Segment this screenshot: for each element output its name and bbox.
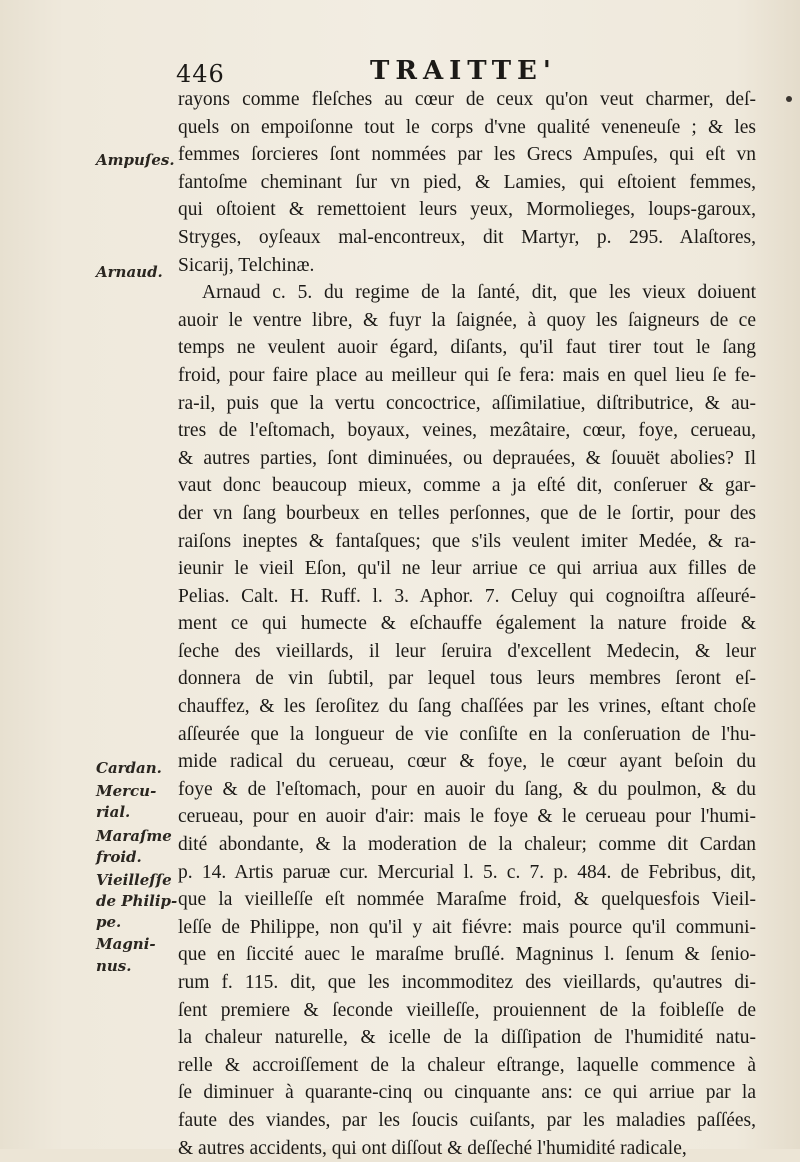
margin-note-mercurial-2: rial. — [96, 803, 131, 821]
text-line: leſſe de Philippe, non qu'il y ait fiévre: mais pource qu'il communi- — [178, 916, 756, 938]
text-line: femmes ſorcieres ſont nommées par les Grecs Ampuſes, qui eſt vn — [178, 144, 756, 166]
text-line: froid, pour faire place au meilleur qui ſe fera: mais en quel lieu ſe fe- — [178, 364, 756, 386]
text-line: p. 14. Artis paruæ cur. Mercurial l. 5. c. 7. p. 484. de Febribus, dit, — [178, 861, 756, 883]
text-line: auoir le ventre libre, & fuyr la ſaignée, à quoy les ſaigneurs de ce — [178, 309, 756, 331]
body-text — [178, 86, 756, 1162]
text-line: ſeche des vieillards, il leur ſeruira d'excellent Medecin, & leur — [178, 640, 756, 662]
text-line: relle & accroiſſement de la chaleur eſtrange, laquelle commence à — [178, 1054, 756, 1076]
ink-spot — [786, 96, 792, 102]
text-line: cerueau, pour en auoir d'air: mais le foye & le cerueau pour l'humi- — [178, 806, 756, 828]
margin-note-marasme: Maraſme — [96, 827, 172, 845]
running-title: TRAITTE' — [370, 56, 557, 86]
text-line: donnera de vin ſubtil, par lequel tous leurs membres ſeront eſ- — [178, 668, 756, 690]
text-line: ſent premiere & ſeconde vieilleſſe, prouiennent de la foibleſſe de — [178, 999, 756, 1021]
text-line: rayons comme fleſches au cœur de ceux qu'on veut charmer, deſ- — [178, 89, 756, 110]
page-number: 446 — [176, 60, 225, 88]
text-line: Pelias. Calt. H. Ruff. l. 3. Aphor. 7. Celuy qui cognoiſtra aſſeuré- — [178, 585, 756, 607]
margin-note-vieillesse: Vieilleſſe — [96, 871, 172, 889]
text-line: ra-il, puis que la vertu concoctrice, aſſimilatiue, diſtributrice, & au- — [178, 392, 756, 414]
text-line: Sicarij, Telchinæ. — [178, 254, 315, 276]
text-line: Stryges, oyſeaux mal-encontreux, dit Martyr, p. 295. Alaſtores, — [178, 226, 756, 248]
text-line: foye & de l'eſtomach, pour en auoir du ſang, & du poulmon, & du — [178, 778, 756, 800]
text-line: & autres parties, ſont diminuées, ou deprauées, & ſouuët abolies? Il — [178, 447, 756, 469]
text-line: ieunir le vieil Eſon, qu'il ne leur arriue ce qui arriua aux filles de — [178, 558, 756, 580]
text-line: temps ne veulent auoir égard, diſants, qu'il faut tirer tout le ſang — [178, 337, 756, 359]
text-line: chauffez, & les ſeroſitez du ſang chaſſées par les vrines, eſtant choſe — [178, 696, 756, 718]
text-line: rum f. 115. dit, que les incommoditez des vieillards, qu'autres di- — [178, 972, 756, 993]
text-line: qui oſtoient & remettoient leurs yeux, Mormolieges, loups-garoux, — [178, 199, 756, 221]
text-line: la chaleur naturelle, & icelle de la diſſipation de l'humidité natu- — [178, 1027, 756, 1049]
margin-note-magninus: Magni- — [96, 935, 156, 953]
margin-note-mercurial: Mercu- — [96, 782, 157, 800]
text-line: Arnaud c. 5. du regime de la ſanté, dit, que les vieux doiuent — [202, 282, 756, 304]
margin-note-marasme-2: froid. — [96, 848, 142, 866]
margin-note-cardan: Cardan. — [96, 759, 162, 777]
margin-note-arnaud: Arnaud. — [96, 263, 163, 281]
text-line: raiſons ineptes & fantaſques; que s'ils veulent imiter Medée, & ra- — [178, 530, 756, 552]
text-line: que la vieilleſſe eſt nommée Maraſme froid, & quelquesfois Vieil- — [178, 889, 756, 911]
text-line: mide radical du cerueau, cœur & foye, le cœur ayant beſoin du — [178, 751, 756, 773]
margin-note-vieillesse-2: de Philip- — [96, 892, 178, 910]
margin-note-vieillesse-3: pe. — [96, 913, 122, 931]
text-line: dité abondante, & la moderation de la chaleur; comme dit Cardan — [178, 834, 756, 856]
text-line: faute des viandes, par les ſoucis cuiſants, par les maladies paſſées, — [178, 1109, 756, 1131]
text-line: ſe diminuer à quarante-cinq ou cinquante ans: ce qui arriue par la — [178, 1082, 756, 1104]
text-line: que en ſiccité auec le maraſme bruſlé. Magninus l. ſenum & ſenio- — [178, 944, 756, 966]
margin-note-magninus-2: nus. — [96, 957, 132, 975]
text-line: fantoſme cheminant ſur vn pied, & Lamies, qui eſtoient femmes, — [178, 171, 756, 193]
margin-note-ampuses: Ampuſes. — [96, 151, 175, 169]
text-line: vaut donc beaucoup mieux, comme a ja eſté dit, conſeruer & gar- — [178, 475, 756, 497]
text-line: aſſeurée que la longueur de vie conſiſte en la conſeruation de l'hu- — [178, 723, 756, 745]
text-line: ment ce qui humecte & eſchauffe également la nature froide & — [178, 613, 756, 635]
text-line: der vn ſang bourbeux en telles perſonnes, que de le ſortir, pour des — [178, 502, 756, 524]
text-line: tres de l'eſtomach, boyaux, veines, mezâtaire, cœur, foye, cerueau, — [178, 420, 756, 442]
text-line: quels on empoiſonne tout le corps d'vne qualité veneneuſe ; & les — [178, 116, 756, 138]
text-line: & autres accidents, qui ont diſſout & deſſeché l'humidité radicale, — [178, 1137, 687, 1159]
